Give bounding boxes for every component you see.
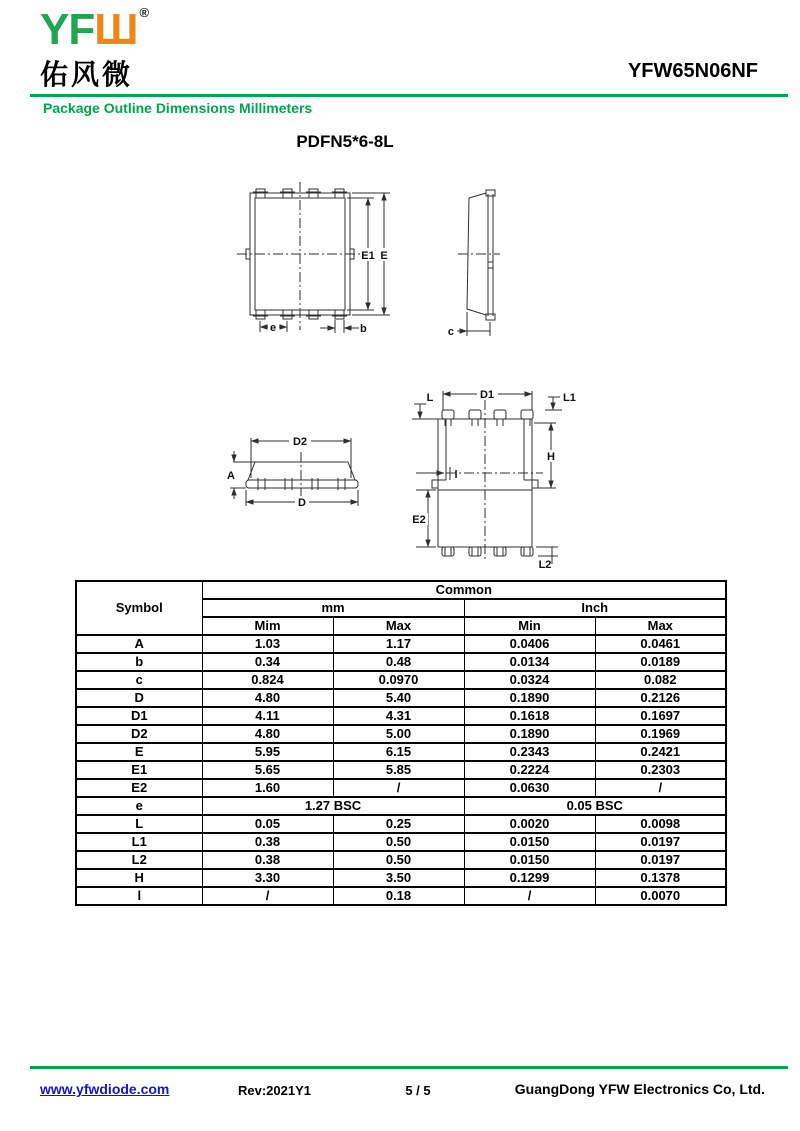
part-number: YFW65N06NF bbox=[627, 60, 758, 82]
table-cell: 0.34 bbox=[202, 653, 333, 671]
bottom-view-top-pins bbox=[442, 410, 533, 426]
table-row bbox=[76, 779, 726, 797]
table-cell: 0.38 bbox=[202, 851, 333, 869]
logo-wordmark bbox=[40, 5, 150, 54]
table-cell: 4.80 bbox=[202, 689, 333, 707]
table-cell: 0.38 bbox=[202, 833, 333, 851]
table-cell: 5.95 bbox=[202, 743, 333, 761]
col-header-common: Common bbox=[202, 581, 726, 599]
cell-symbol: e bbox=[76, 797, 202, 815]
cell-symbol: b bbox=[76, 653, 202, 671]
table-cell: / bbox=[202, 887, 333, 905]
table-cell: 0.1697 bbox=[595, 707, 726, 725]
table-cell: 0.0150 bbox=[464, 851, 595, 869]
cell-symbol: E1 bbox=[76, 761, 202, 779]
dim-label-D: D bbox=[298, 497, 306, 509]
cell-symbol: L bbox=[76, 815, 202, 833]
dimensions-table bbox=[75, 580, 727, 906]
revision-label: Rev:2021Y1 bbox=[238, 1083, 311, 1098]
col-header-inch-max: Max bbox=[595, 617, 726, 635]
table-cell: 0.0020 bbox=[464, 815, 595, 833]
table-cell: 4.31 bbox=[333, 707, 464, 725]
cell-symbol: E bbox=[76, 743, 202, 761]
cell-symbol: l bbox=[76, 887, 202, 905]
bottom-view-drawing bbox=[410, 388, 576, 570]
col-header-mm-min: Mim bbox=[202, 617, 333, 635]
company-name: GuangDong YFW Electronics Co, Ltd. bbox=[514, 1081, 765, 1097]
table-cell: 0.0150 bbox=[464, 833, 595, 851]
dim-label-b: b bbox=[360, 323, 367, 335]
table-cell: 0.50 bbox=[333, 833, 464, 851]
table-cell: 0.0189 bbox=[595, 653, 726, 671]
table-cell: 5.00 bbox=[333, 725, 464, 743]
dim-label-L1: L1 bbox=[563, 392, 576, 404]
table-cell: 0.25 bbox=[333, 815, 464, 833]
table-cell: 0.082 bbox=[595, 671, 726, 689]
col-header-inch-min: Min bbox=[464, 617, 595, 635]
table-cell: 4.11 bbox=[202, 707, 333, 725]
table-cell: 0.2224 bbox=[464, 761, 595, 779]
table-row bbox=[76, 725, 726, 743]
table-cell: 0.0970 bbox=[333, 671, 464, 689]
table-row bbox=[76, 887, 726, 905]
table-row bbox=[76, 761, 726, 779]
table-row bbox=[76, 833, 726, 851]
cell-symbol: c bbox=[76, 671, 202, 689]
col-header-inch: Inch bbox=[464, 599, 726, 617]
table-cell: 0.0630 bbox=[464, 779, 595, 797]
table-cell: 0.05 bbox=[202, 815, 333, 833]
dim-label-A: A bbox=[227, 470, 235, 482]
header-divider bbox=[30, 94, 788, 97]
package-outline-drawings bbox=[0, 170, 800, 570]
table-row bbox=[76, 653, 726, 671]
dim-label-e: e bbox=[269, 322, 277, 334]
table-cell: 0.0197 bbox=[595, 851, 726, 869]
logo-wordmark-orange: Ш bbox=[94, 5, 138, 54]
table-cell: 0.05 BSC bbox=[464, 797, 726, 815]
cell-symbol: H bbox=[76, 869, 202, 887]
table-cell: 0.824 bbox=[202, 671, 333, 689]
table-cell: 0.2303 bbox=[595, 761, 726, 779]
table-row bbox=[76, 869, 726, 887]
footer-divider bbox=[30, 1066, 788, 1069]
profile-view-drawing bbox=[227, 435, 358, 509]
table-cell: 4.80 bbox=[202, 725, 333, 743]
page-subtitle: Package Outline Dimensions Millimeters bbox=[43, 100, 313, 116]
bottom-view-bottom-pins bbox=[442, 547, 533, 556]
registered-trademark-icon: ® bbox=[139, 5, 150, 20]
table-cell: 0.0134 bbox=[464, 653, 595, 671]
website-link[interactable]: www.yfwdiode.com bbox=[40, 1081, 170, 1097]
table-cell: 0.2126 bbox=[595, 689, 726, 707]
table-cell: 5.85 bbox=[333, 761, 464, 779]
dim-label-H: H bbox=[547, 451, 555, 463]
table-cell: / bbox=[595, 779, 726, 797]
cell-symbol: L2 bbox=[76, 851, 202, 869]
table-cell: 0.2421 bbox=[595, 743, 726, 761]
logo-wordmark-green: YF bbox=[40, 5, 95, 54]
table-cell: 0.0461 bbox=[595, 635, 726, 653]
package-title: PDFN5*6-8L bbox=[296, 132, 394, 151]
table-row bbox=[76, 815, 726, 833]
dim-label-L: L bbox=[426, 392, 434, 404]
table-cell: 0.1969 bbox=[595, 725, 726, 743]
table-cell: / bbox=[333, 779, 464, 797]
table-row bbox=[76, 797, 726, 815]
cell-symbol: A bbox=[76, 635, 202, 653]
dim-label-L2: L2 bbox=[538, 559, 552, 570]
table-cell: 0.50 bbox=[333, 851, 464, 869]
table-header-row bbox=[76, 581, 726, 599]
table-cell: 1.17 bbox=[333, 635, 464, 653]
table-cell: 0.2343 bbox=[464, 743, 595, 761]
table-cell: 0.1299 bbox=[464, 869, 595, 887]
table-cell: 0.0070 bbox=[595, 887, 726, 905]
table-cell: 3.50 bbox=[333, 869, 464, 887]
dim-label-l: l bbox=[454, 469, 458, 481]
table-cell: 0.1618 bbox=[464, 707, 595, 725]
col-header-mm: mm bbox=[202, 599, 464, 617]
cell-symbol: D bbox=[76, 689, 202, 707]
table-cell: 0.0197 bbox=[595, 833, 726, 851]
table-row bbox=[76, 707, 726, 725]
side-view-drawing bbox=[448, 190, 500, 338]
dim-label-E1: E1 bbox=[361, 250, 375, 262]
dim-label-E2: E2 bbox=[412, 514, 426, 526]
cell-symbol: E2 bbox=[76, 779, 202, 797]
table-cell: 3.30 bbox=[202, 869, 333, 887]
table-row bbox=[76, 743, 726, 761]
table-cell: 1.60 bbox=[202, 779, 333, 797]
yfw-logo bbox=[40, 5, 150, 93]
col-header-symbol: Symbol bbox=[76, 581, 202, 635]
table-row bbox=[76, 635, 726, 653]
table-cell: 1.27 BSC bbox=[202, 797, 464, 815]
table-cell: 0.1890 bbox=[464, 725, 595, 743]
cell-symbol: L1 bbox=[76, 833, 202, 851]
cell-symbol: D2 bbox=[76, 725, 202, 743]
table-cell: 6.15 bbox=[333, 743, 464, 761]
logo-chinese-text: 佑风微 bbox=[40, 59, 134, 90]
table-cell: 1.03 bbox=[202, 635, 333, 653]
cell-symbol: D1 bbox=[76, 707, 202, 725]
table-cell: / bbox=[464, 887, 595, 905]
table-row bbox=[76, 671, 726, 689]
dim-label-D1: D1 bbox=[479, 389, 495, 401]
table-cell: 0.1890 bbox=[464, 689, 595, 707]
table-row bbox=[76, 689, 726, 707]
table-cell: 5.65 bbox=[202, 761, 333, 779]
dim-label-D2: D2 bbox=[292, 436, 308, 448]
col-header-mm-max: Max bbox=[333, 617, 464, 635]
table-cell: 0.1378 bbox=[595, 869, 726, 887]
table-cell: 0.48 bbox=[333, 653, 464, 671]
top-view-drawing bbox=[237, 182, 390, 335]
table-cell: 0.18 bbox=[333, 887, 464, 905]
table-row bbox=[76, 851, 726, 869]
table-cell: 0.0324 bbox=[464, 671, 595, 689]
table-cell: 0.0098 bbox=[595, 815, 726, 833]
dim-label-E: E bbox=[380, 250, 388, 262]
dim-label-c: c bbox=[447, 326, 454, 338]
page-number: 5 / 5 bbox=[405, 1083, 431, 1098]
table-cell: 0.0406 bbox=[464, 635, 595, 653]
table-cell: 5.40 bbox=[333, 689, 464, 707]
